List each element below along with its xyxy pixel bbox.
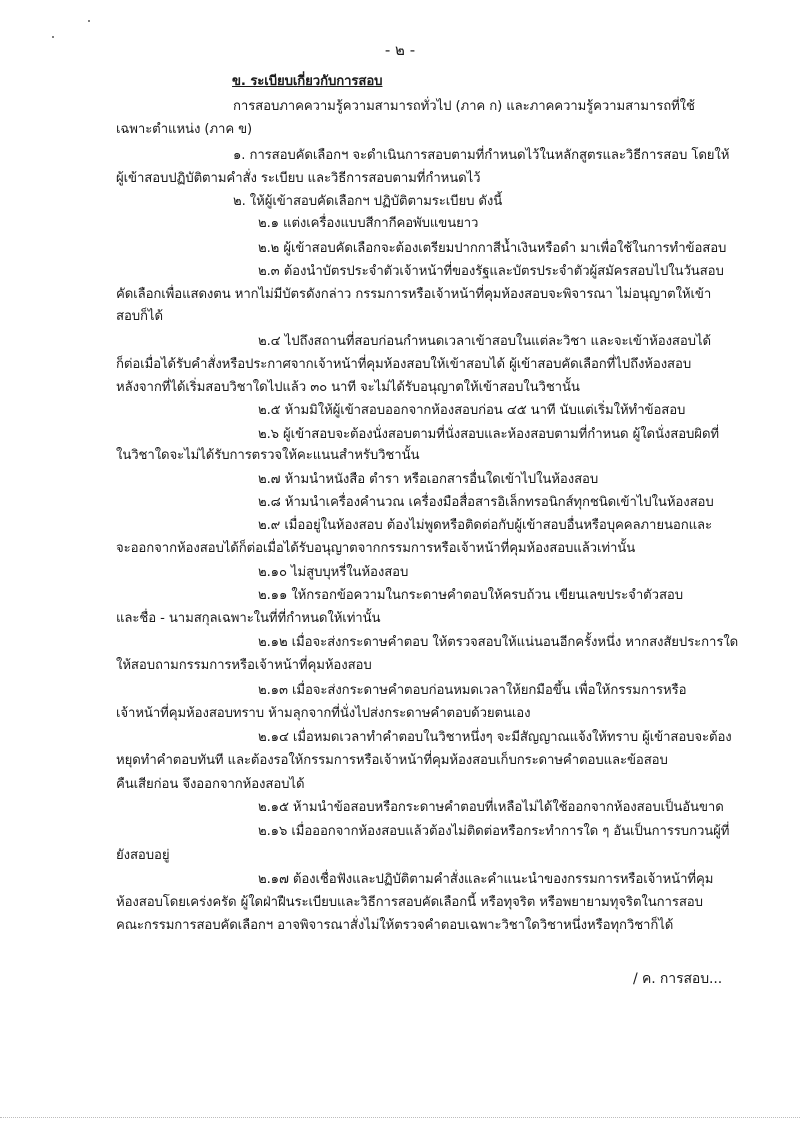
- text-line: ๒.๑๒ เมื่อจะส่งกระดาษคำตอบ ให้ตรวจสอบให้แน่นอนอีกครั้งหนึ่ง หากสงสัยประการใด: [258, 635, 739, 650]
- text-line: ๒.๑๔ เมื่อหมดเวลาทำคำตอบในวิชาหนึ่งๆ จะมีสัญญาณแจ้งให้ทราบ ผู้เข้าสอบจะต้อง: [258, 730, 732, 745]
- text-line: ๒.๓ ต้องนำบัตรประจำตัวเจ้าหน้าที่ของรัฐและบัตรประจำตัวผู้สมัครสอบไปในวันสอบ: [258, 264, 724, 279]
- text-line: คัดเลือกเพื่อแสดงตน หากไม่มีบัตรดังกล่าว กรรมการหรือเจ้าหน้าที่คุมห้องสอบจะพิจารณา ไม่อนุญาตให้เข้า: [116, 287, 712, 302]
- text-line: ก็ต่อเมื่อได้รับคำสั่งหรือประกาศจากเจ้าหน้าที่คุมห้องสอบให้เข้าสอบได้ ผู้เข้าสอบคัดเลือกที่ไปถึงห้องสอบ: [116, 357, 692, 372]
- text-line: ๒.๗ ห้ามนำหนังสือ ตำรา หรือเอกสารอื่นใดเข้าไปในห้องสอบ: [258, 472, 599, 487]
- text-line: ให้สอบถามกรรมการหรือเจ้าหน้าที่คุมห้องสอบ: [116, 658, 372, 673]
- text-line: ๒.๙ เมื่ออยู่ในห้องสอบ ต้องไม่พูดหรือติดต่อกับผู้เข้าสอบอื่นหรือบุคคลภายนอกและ: [258, 518, 712, 533]
- scan-edge-line: [0, 1117, 800, 1118]
- text-line: ๒.๑๓ เมื่อจะส่งกระดาษคำตอบก่อนหมดเวลาให้ยกมือขึ้น เพื่อให้กรรมการหรือ: [258, 683, 687, 698]
- page-number: - ๒ -: [384, 41, 416, 59]
- text-line: เฉพาะตำแหน่ง (ภาค ข): [116, 122, 253, 137]
- text-line: ๒.๑๕ ห้ามนำข้อสอบหรือกระดาษคำตอบที่เหลือไม่ได้ใช้ออกจากห้องสอบเป็นอันขาด: [258, 800, 724, 815]
- text-line: ๒.๑ แต่งเครื่องแบบสีกากีคอพับแขนยาว: [258, 216, 479, 231]
- text-line: สอบก็ได้: [116, 309, 163, 324]
- text-line: ๒.๕ ห้ามมิให้ผู้เข้าสอบออกจากห้องสอบก่อน ๔๕ นาที นับแต่เริ่มให้ทำข้อสอบ: [258, 403, 686, 418]
- text-line: ๒.๑๗ ต้องเชื่อฟังและปฏิบัติตามคำสั่งและคำแนะนำของกรรมการหรือเจ้าหน้าที่คุม: [258, 872, 714, 887]
- text-line: ๒.๑๐ ไม่สูบบุหรี่ในห้องสอบ: [258, 565, 409, 580]
- text-line: ๒.๑๖ เมื่อออกจากห้องสอบแล้วต้องไม่ติดต่อหรือกระทำการใด ๆ อันเป็นการรบกวนผู้ที่: [258, 824, 730, 839]
- text-line: ๒.๘ ห้ามนำเครื่องคำนวณ เครื่องมือสื่อสารอิเล็กทรอนิกส์ทุกชนิดเข้าไปในห้องสอบ: [258, 495, 714, 510]
- text-line: ๒. ให้ผู้เข้าสอบคัดเลือกฯ ปฏิบัติตามระเบียบ ดังนี้: [233, 194, 503, 209]
- continuation-note: / ค. การสอบ...: [633, 971, 723, 987]
- text-line: ผู้เข้าสอบปฏิบัติตามคำสั่ง ระเบียบ และวิธีการสอบตามที่กำหนดไว้: [116, 171, 481, 186]
- text-line: คืนเสียก่อน จึงออกจากห้องสอบได้: [116, 777, 305, 792]
- text-line: ห้องสอบโดยเคร่งครัด ผู้ใดฝ่าฝืนระเบียบและวิธีการสอบคัดเลือกนี้ หรือทุจริต หรือพยายามทุจริตในการสอบ: [116, 895, 703, 910]
- text-line: และชื่อ - นามสกุลเฉพาะในที่ที่กำหนดให้เท่านั้น: [116, 611, 381, 626]
- scan-speck: [88, 20, 90, 22]
- text-line: ๒.๖ ผู้เข้าสอบจะต้องนั่งสอบตามที่นั่งสอบและห้องสอบตามที่กำหนด ผู้ใดนั่งสอบผิดที่: [258, 427, 719, 442]
- text-line: ยังสอบอยู่: [116, 848, 170, 863]
- text-line: ๒.๒ ผู้เข้าสอบคัดเลือกจะต้องเตรียมปากกาสีน้ำเงินหรือดำ มาเพื่อใช้ในการทำข้อสอบ: [258, 241, 727, 256]
- text-line: ในวิชาใดจะไม่ได้รับการตรวจให้คะแนนสำหรับวิชานั้น: [116, 448, 420, 463]
- text-line: ๒.๔ ไปถึงสถานที่สอบก่อนกำหนดเวลาเข้าสอบในแต่ละวิชา และจะเข้าห้องสอบได้: [258, 334, 711, 349]
- text-line: ๑. การสอบคัดเลือกฯ จะดำเนินการสอบตามที่กำหนดไว้ในหลักสูตรและวิธีการสอบ โดยให้: [233, 148, 730, 163]
- text-line: คณะกรรมการสอบคัดเลือกฯ อาจพิจารณาสั่งไม่ให้ตรวจคำตอบเฉพาะวิชาใดวิชาหนึ่งหรือทุกวิชาก็ได้: [116, 918, 674, 933]
- text-line: เจ้าหน้าที่คุมห้องสอบทราบ ห้ามลุกจากที่นั่งไปส่งกระดาษคำตอบด้วยตนเอง: [116, 706, 531, 721]
- text-line: หลังจากที่ได้เริ่มสอบวิชาใดไปแล้ว ๓๐ นาที จะไม่ได้รับอนุญาตให้เข้าสอบในวิชานั้น: [116, 380, 580, 395]
- text-line: จะออกจากห้องสอบได้ก็ต่อเมื่อได้รับอนุญาตจากกรรมการหรือเจ้าหน้าที่คุมห้องสอบแล้วเท่านั้น: [116, 541, 636, 556]
- text-line: ๒.๑๑ ให้กรอกข้อความในกระดาษคำตอบให้ครบถ้วน เขียนเลขประจำตัวสอบ: [258, 588, 683, 603]
- section-heading: ข. ระเบียบเกี่ยวกับการสอบ: [232, 74, 383, 89]
- text-line: การสอบภาคความรู้ความสามารถทั่วไป (ภาค ก) และภาคความรู้ความสามารถที่ใช้: [233, 99, 695, 114]
- text-line: หยุดทำคำตอบทันที และต้องรอให้กรรมการหรือเจ้าหน้าที่คุมห้องสอบเก็บกระดาษคำตอบและข้อสอบ: [116, 753, 668, 768]
